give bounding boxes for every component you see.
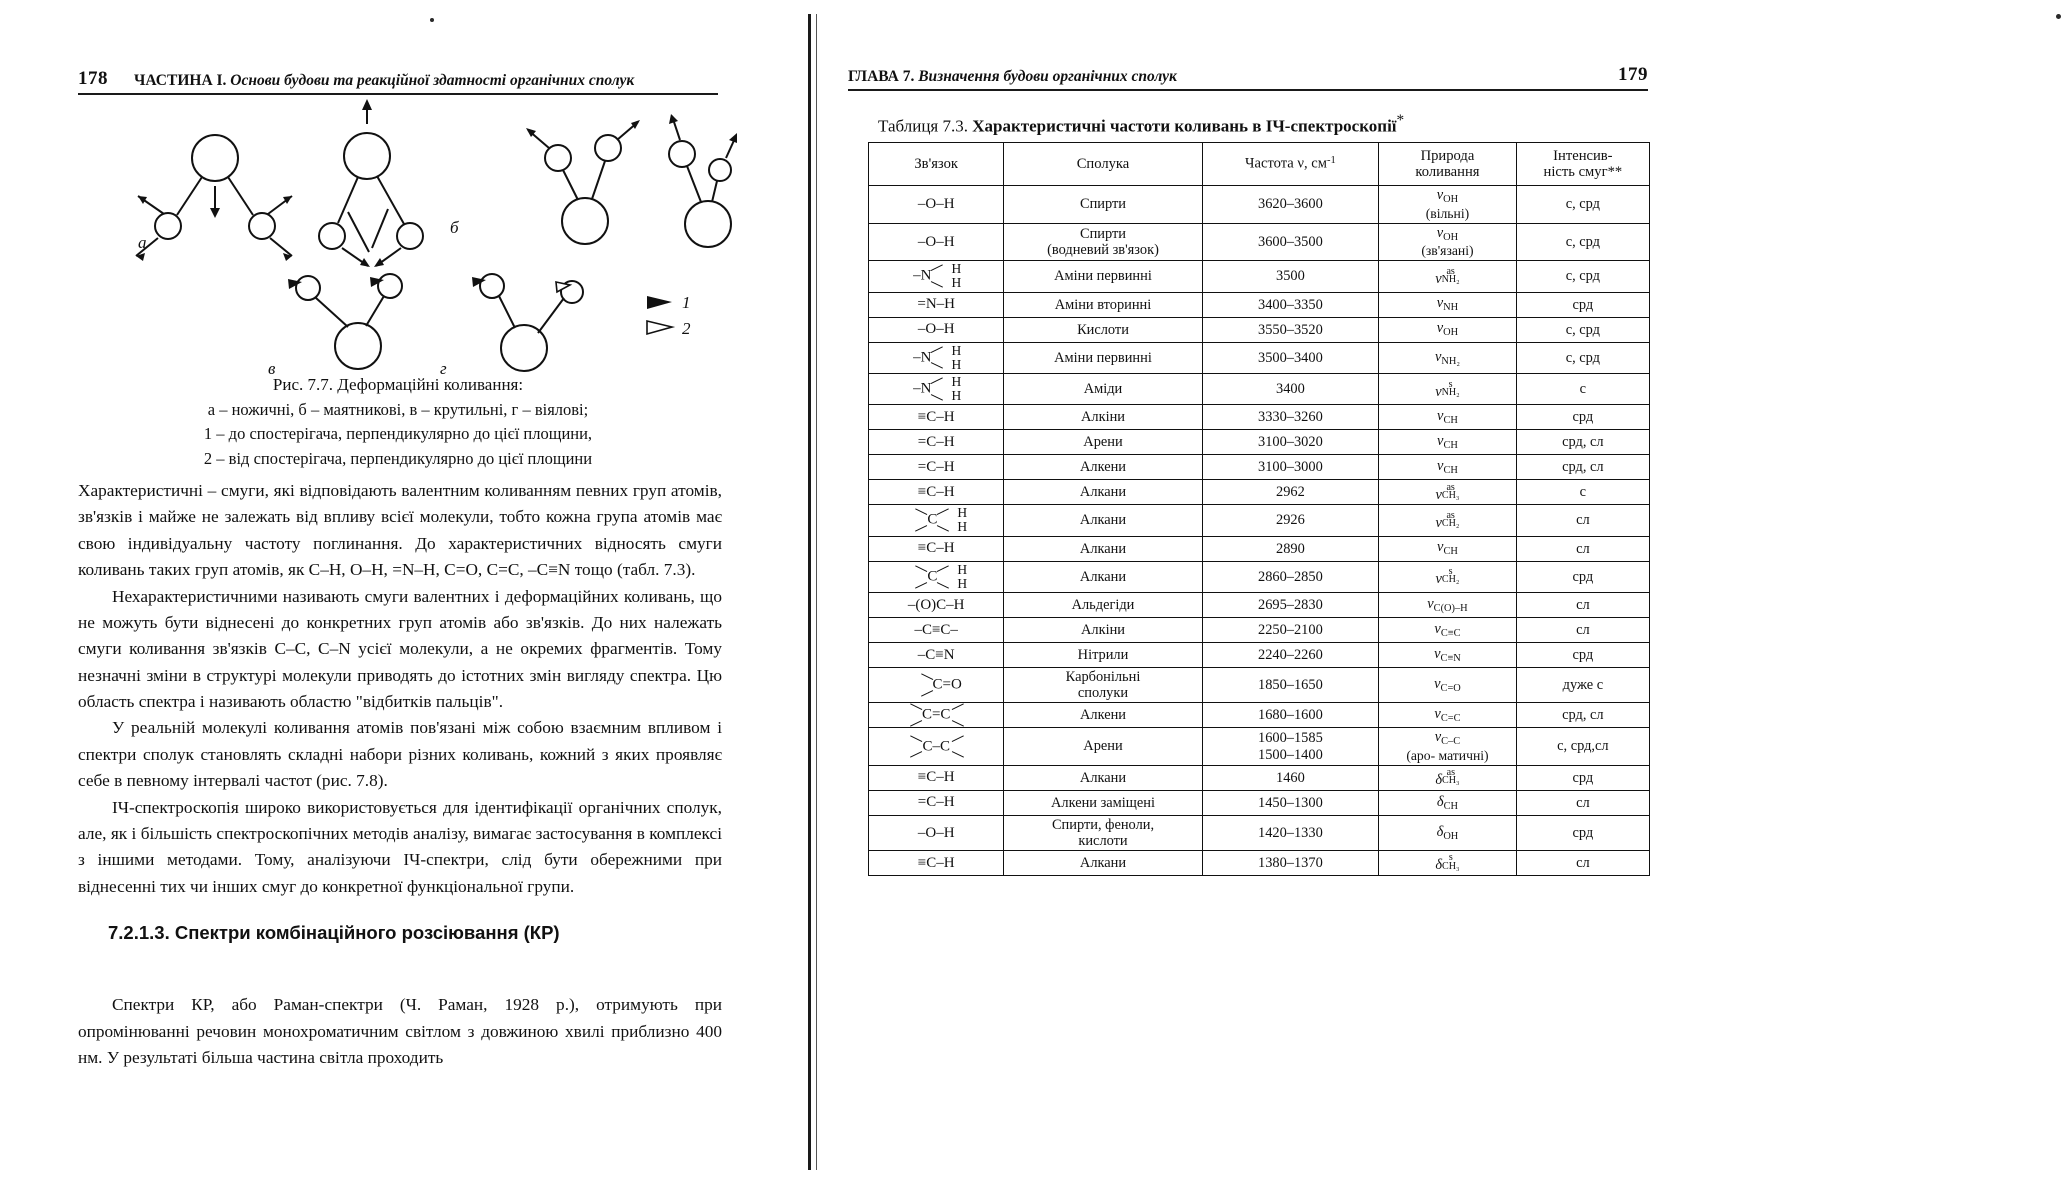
cell-frequency: 2860–2850 — [1202, 561, 1379, 592]
cell-frequency: 3500–3400 — [1202, 342, 1379, 373]
cell-compound: Алкани — [1004, 505, 1202, 536]
cell-frequency: 2962 — [1202, 480, 1379, 505]
section-heading: 7.2.1.3. Спектри комбінаційного розсіювання (КР) — [108, 922, 560, 943]
table-row — [869, 790, 1650, 815]
cell-nature: $\nu_{C(O)-H}$ — [1379, 592, 1517, 617]
table-row — [869, 851, 1650, 876]
cell-intensity: с, срд — [1516, 317, 1649, 342]
left-running-title — [134, 72, 634, 90]
cell-intensity: срд — [1516, 292, 1649, 317]
figure-caption-line-1: Рис. 7.7. Деформаційні коливання: — [272, 375, 524, 394]
left-head-rule — [78, 93, 718, 95]
table-row — [869, 342, 1650, 373]
cell-intensity: срд, сл — [1516, 703, 1649, 728]
paragraph-4: ІЧ-спектроскопія широко використовується для ідентифікації органічних сполук, але, як і більшість спектроскопічних методів аналізу, вимагає застосування в комплексі з іншими методами. Тому, аналізуючи ІЧ-спектри, слід бути обережними при віднесенні тих чи інших смуг до конкретної функціональної групи. — [78, 797, 722, 896]
table-row — [869, 561, 1650, 592]
cell-intensity: с — [1516, 373, 1649, 404]
cell-bond: ≡C–H — [869, 765, 1004, 790]
cell-frequency: 3330–3260 — [1202, 405, 1379, 430]
cell-frequency: 1460 — [1202, 765, 1379, 790]
book-gutter — [800, 0, 826, 1184]
cell-nature: $\nu_{CH}$ — [1379, 536, 1517, 561]
left-running-title-rest: Основи будови та реакційної здатності органічних сполук — [230, 72, 635, 89]
cell-compound: Нітрили — [1004, 642, 1202, 667]
cell-compound: Алкани — [1004, 536, 1202, 561]
paragraph-5: Спектри КР, або Раман-спектри (Ч. Раман, 1928 р.), отримують при опромінюванні речовин монохроматичним світлом з довжиною хвилі приблизно 400 нм. У результаті більша частина світла проходить — [78, 995, 722, 1068]
cell-nature: $\nu_{C=C}$ — [1379, 703, 1517, 728]
left-body-text — [78, 478, 722, 900]
right-head-rule — [848, 89, 1648, 91]
paragraph-3: У реальній молекулі коливання атомів пов'язані між собою взаємним впливом і спектри сполук становлять складні набори різних коливань, кожний з яких проявляє себе в певному інтервалі частот (рис. 7.8). — [78, 718, 722, 791]
left-page — [0, 0, 800, 1184]
cell-bond: =C–H — [869, 790, 1004, 815]
cell-frequency: 1850–1650 — [1202, 667, 1379, 702]
cell-frequency: 3600–3500 — [1202, 223, 1379, 261]
cell-compound: Алкани — [1004, 480, 1202, 505]
column-header-bond: Зв'язок — [869, 143, 1004, 186]
figure-label-a: а — [138, 233, 147, 252]
cell-intensity: сл — [1516, 617, 1649, 642]
cell-bond: C=C — [869, 703, 1004, 728]
cell-compound: Алкени — [1004, 703, 1202, 728]
cell-frequency: 2250–2100 — [1202, 617, 1379, 642]
left-body-text-2 — [78, 975, 722, 1089]
cell-nature: ν as CH₃ — [1379, 480, 1517, 505]
cell-compound: Арени — [1004, 430, 1202, 455]
cell-compound: Алкани — [1004, 561, 1202, 592]
table-header-row — [869, 143, 1650, 186]
table-row — [869, 430, 1650, 455]
cell-nature: $\delta_{CH}$ — [1379, 790, 1517, 815]
scan-speck-2 — [2056, 14, 2061, 19]
cell-intensity: с, срд — [1516, 186, 1649, 224]
cell-bond: ≡C–H — [869, 480, 1004, 505]
cell-frequency: 2695–2830 — [1202, 592, 1379, 617]
table-row — [869, 536, 1650, 561]
cell-bond: –O–H — [869, 317, 1004, 342]
scan-speck — [430, 18, 434, 22]
cell-intensity: срд — [1516, 642, 1649, 667]
cell-nature: $\nu_{CH}$ — [1379, 455, 1517, 480]
cell-frequency: 2240–2260 — [1202, 642, 1379, 667]
cell-nature: $\nu_{NH_2}$ — [1379, 342, 1517, 373]
table-row — [869, 592, 1650, 617]
cell-bond: –N H H — [869, 373, 1004, 404]
cell-frequency: 1600–1585 1500–1400 — [1202, 728, 1379, 766]
table-row — [869, 455, 1650, 480]
figure-label-g: г — [440, 359, 447, 378]
table-row — [869, 223, 1650, 261]
cell-nature: $\nu_{CH}$ — [1379, 430, 1517, 455]
cell-frequency: 3620–3600 — [1202, 186, 1379, 224]
left-running-head — [78, 68, 718, 90]
cell-compound: Алкани — [1004, 851, 1202, 876]
cell-frequency: 3500 — [1202, 261, 1379, 292]
cell-bond: –N H H — [869, 261, 1004, 292]
cell-intensity: с, срд — [1516, 223, 1649, 261]
table-row — [869, 703, 1650, 728]
cell-bond: ≡C–H — [869, 851, 1004, 876]
table-caption-text: Характеристичні частоти коливань в ІЧ-спектроскопії — [972, 116, 1397, 136]
cell-compound: Альдегіди — [1004, 592, 1202, 617]
cell-compound: Алкіни — [1004, 405, 1202, 430]
right-running-title-rest: Визначення будови органічних сполук — [918, 68, 1177, 85]
cell-intensity: с, срд — [1516, 261, 1649, 292]
table-row — [869, 480, 1650, 505]
cell-compound: Кислоти — [1004, 317, 1202, 342]
page-number-left: 178 — [78, 68, 108, 89]
cell-intensity: срд, сл — [1516, 430, 1649, 455]
cell-bond: –(O)C–H — [869, 592, 1004, 617]
cell-intensity: с, срд — [1516, 342, 1649, 373]
table-row — [869, 815, 1650, 850]
cell-frequency: 1680–1600 — [1202, 703, 1379, 728]
figure-caption — [78, 372, 718, 472]
cell-intensity: сл — [1516, 790, 1649, 815]
cell-compound: Аміди — [1004, 373, 1202, 404]
cell-compound: Алкени заміщені — [1004, 790, 1202, 815]
cell-intensity: срд — [1516, 405, 1649, 430]
cell-intensity: дуже с — [1516, 667, 1649, 702]
cell-intensity: срд, сл — [1516, 455, 1649, 480]
cell-compound: Аміни вторинні — [1004, 292, 1202, 317]
table-row — [869, 405, 1650, 430]
cell-nature: δ as CH₃ — [1379, 765, 1517, 790]
cell-nature: ν as CH₂ — [1379, 505, 1517, 536]
right-running-head — [848, 64, 1648, 86]
table-row — [869, 667, 1650, 702]
table-row — [869, 317, 1650, 342]
cell-nature: $\nu_{OH}$ (вільні) — [1379, 186, 1517, 224]
table-row — [869, 186, 1650, 224]
paragraph-1: Характеристичні – смуги, які відповідають валентним коливанням певних груп атомів, зв'язків і майже не залежать від впливу всієї молекули, тобто кожна група атомів має свою індивідуальну частоту поглинання. До характеристичних відносять смуги коливань таких груп атомів, як C–H, O–H, =N–H, C=O, C=C, –C≡N тощо (табл. 7.3). — [78, 481, 722, 580]
cell-nature: $\nu_{C=O}$ — [1379, 667, 1517, 702]
cell-nature: δ s CH₃ — [1379, 851, 1517, 876]
cell-compound: Алкени — [1004, 455, 1202, 480]
cell-bond: –C≡N — [869, 642, 1004, 667]
cell-nature: $\nu_{C\equiv C}$ — [1379, 617, 1517, 642]
table-row — [869, 292, 1650, 317]
cell-intensity: сл — [1516, 505, 1649, 536]
cell-compound: Алкани — [1004, 765, 1202, 790]
cell-intensity: с — [1516, 480, 1649, 505]
page-number-right: 179 — [1618, 64, 1648, 85]
right-running-title-part: ГЛАВА 7. — [848, 68, 915, 85]
cell-bond: =C–H — [869, 455, 1004, 480]
table-row — [869, 373, 1650, 404]
cell-bond: C=O — [869, 667, 1004, 702]
cell-frequency: 1420–1330 — [1202, 815, 1379, 850]
cell-compound: Алкіни — [1004, 617, 1202, 642]
cell-frequency: 2926 — [1202, 505, 1379, 536]
cell-frequency: 2890 — [1202, 536, 1379, 561]
paragraph-2: Нехарактеристичними називають смуги валентних і деформаційних коливань, що не можуть бути віднесені до конкретних груп атомів або зв'язків. До них належать смуги коливання зв'язків C–C, C–N усієї молекули, а не окремих фрагментів. Тому незначні зміни в структурі молекули приводять до істотних змін вигляду спектра. Цю область спектра і називають областю "відбитків пальців". — [78, 586, 722, 711]
column-header-intensity: Інтенсив- ність смуг** — [1516, 143, 1649, 186]
cell-intensity: сл — [1516, 592, 1649, 617]
cell-frequency: 1380–1370 — [1202, 851, 1379, 876]
cell-compound: Аміни первинні — [1004, 342, 1202, 373]
figure-7-7 — [120, 96, 730, 378]
table-caption — [878, 112, 1638, 137]
cell-frequency: 3400 — [1202, 373, 1379, 404]
table-row — [869, 642, 1650, 667]
table-head — [869, 143, 1650, 186]
right-running-title — [848, 68, 1618, 86]
table-body — [869, 186, 1650, 876]
cell-bond: =N–H — [869, 292, 1004, 317]
left-running-title-part: ЧАСТИНА I. — [134, 72, 227, 89]
cell-compound: Спирти, феноли, кислоти — [1004, 815, 1202, 850]
table-caption-prefix: Таблиця 7.3. — [878, 116, 968, 136]
figure-7-7-svg — [120, 96, 730, 378]
cell-bond: –O–H — [869, 186, 1004, 224]
table-row — [869, 505, 1650, 536]
cell-compound: Арени — [1004, 728, 1202, 766]
cell-bond: ≡C–H — [869, 405, 1004, 430]
cell-bond: C H H — [869, 561, 1004, 592]
figure-label-v: в — [268, 359, 276, 378]
cell-nature: $\nu_{CH}$ — [1379, 405, 1517, 430]
figure-caption-line-2: а – ножичні, б – маятникові, в – крутильні, г – віялові; — [207, 399, 589, 419]
cell-nature: ν s NH₂ — [1379, 373, 1517, 404]
cell-compound: Карбонільні сполуки — [1004, 667, 1202, 702]
cell-bond: –C≡C– — [869, 617, 1004, 642]
table-row — [869, 617, 1650, 642]
cell-compound: Спирти — [1004, 186, 1202, 224]
cell-intensity: сл — [1516, 851, 1649, 876]
cell-nature: $\nu_{C\equiv N}$ — [1379, 642, 1517, 667]
cell-frequency: 3100–3000 — [1202, 455, 1379, 480]
cell-nature: $\nu_{C-C}$ (аро- матичні) — [1379, 728, 1517, 766]
figure-label-b: б — [450, 218, 459, 237]
cell-nature: $\delta_{OH}$ — [1379, 815, 1517, 850]
cell-nature: ν as NH₂ — [1379, 261, 1517, 292]
cell-nature: $\nu_{OH}$ (зв'язані) — [1379, 223, 1517, 261]
cell-frequency: 1450–1300 — [1202, 790, 1379, 815]
right-page — [826, 0, 1673, 1184]
cell-frequency: 3550–3520 — [1202, 317, 1379, 342]
cell-bond: –O–H — [869, 223, 1004, 261]
cell-bond: C–C — [869, 728, 1004, 766]
column-header-nature: Природа коливання — [1379, 143, 1517, 186]
table-row — [869, 765, 1650, 790]
cell-compound: Спирти (водневий зв'язок) — [1004, 223, 1202, 261]
column-header-frequency: Частота ν, $см^{-1}$ — [1202, 143, 1379, 186]
cell-compound: Аміни первинні — [1004, 261, 1202, 292]
cell-frequency: 3400–3350 — [1202, 292, 1379, 317]
cell-bond: –O–H — [869, 815, 1004, 850]
cell-nature: $\nu_{OH}$ — [1379, 317, 1517, 342]
column-header-compound: Сполука — [1004, 143, 1202, 186]
ir-frequencies-table — [868, 142, 1650, 876]
cell-intensity: срд — [1516, 815, 1649, 850]
cell-bond: =C–H — [869, 430, 1004, 455]
table-row — [869, 261, 1650, 292]
cell-nature: ν s CH₂ — [1379, 561, 1517, 592]
cell-intensity: сл — [1516, 536, 1649, 561]
cell-bond: C H H — [869, 505, 1004, 536]
table-row — [869, 728, 1650, 766]
cell-frequency: 3100–3020 — [1202, 430, 1379, 455]
cell-bond: ≡C–H — [869, 536, 1004, 561]
figure-caption-line-4: 2 – від спостерігача, перпендикулярно до цієї площини — [203, 449, 593, 468]
cell-intensity: срд — [1516, 561, 1649, 592]
cell-intensity: срд — [1516, 765, 1649, 790]
cell-bond: –N H H — [869, 342, 1004, 373]
figure-caption-line-3: 1 – до спостерігача, перпендикулярно до цієї площини, — [203, 424, 593, 444]
cell-nature: $\nu_{NH}$ — [1379, 292, 1517, 317]
cell-intensity: с, срд,сл — [1516, 728, 1649, 766]
figure-legend-2: 2 — [682, 319, 691, 338]
figure-legend-1: 1 — [682, 293, 691, 312]
table-caption-footnote-mark: * — [1396, 112, 1405, 129]
